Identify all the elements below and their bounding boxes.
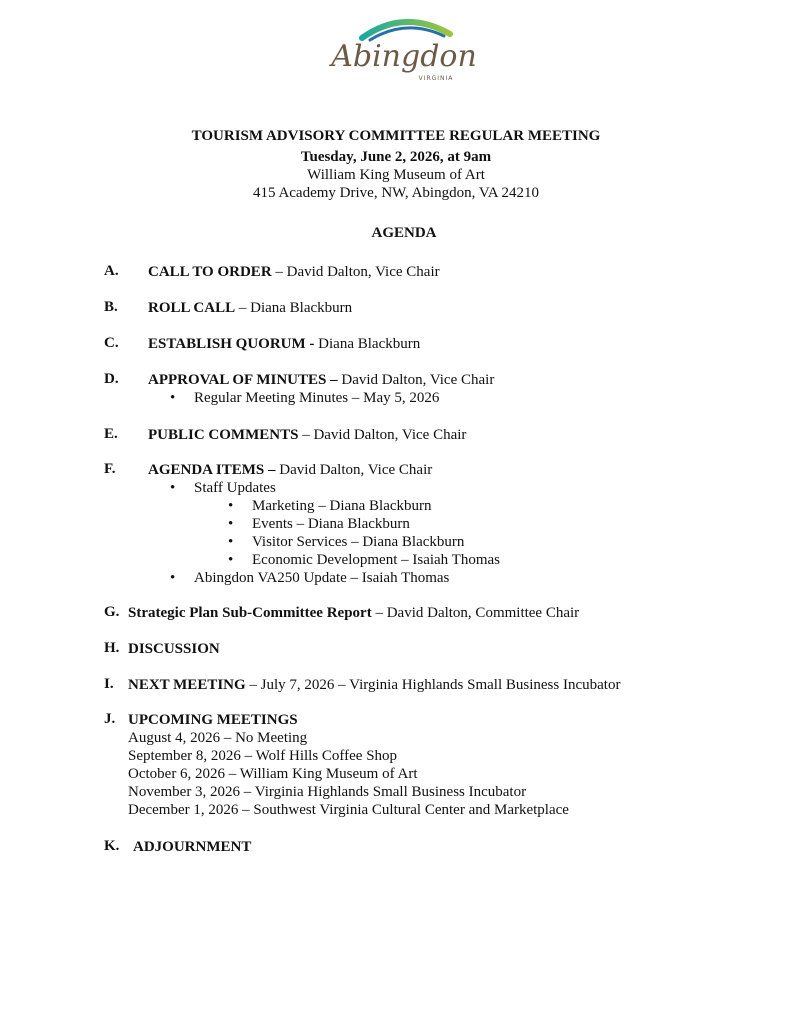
- item-public-comments: PUBLIC COMMENTS – David Dalton, Vice Chair: [148, 427, 467, 443]
- item-strategic-plan-report: Strategic Plan Sub-Committee Report – David Dalton, Committee Chair: [128, 605, 580, 621]
- list-item: September 8, 2026 – Wolf Hills Coffee Shop: [128, 748, 398, 764]
- item-letter: I.: [104, 676, 114, 692]
- svg-text:VIRGINIA: VIRGINIA: [418, 75, 454, 82]
- abingdon-logo: [331, 14, 477, 88]
- meeting-date: Tuesday, June 2, 2026, at 9am: [300, 149, 492, 165]
- item-letter: J.: [104, 711, 116, 727]
- item-approval-of-minutes: APPROVAL OF MINUTES – David Dalton, Vice Chair: [148, 372, 495, 388]
- list-item: • Marketing – Diana Blackburn: [228, 498, 432, 514]
- list-item: October 6, 2026 – William King Museum of Art: [128, 766, 418, 782]
- item-agenda-items: AGENDA ITEMS – David Dalton, Vice Chair: [148, 462, 433, 478]
- item-letter: H.: [104, 640, 120, 656]
- item-letter: F.: [104, 461, 116, 477]
- list-item: December 1, 2026 – Southwest Virginia Cultural Center and Marketplace: [128, 802, 569, 818]
- item-next-meeting: NEXT MEETING – July 7, 2026 – Virginia Highlands Small Business Incubator: [128, 677, 621, 693]
- meeting-title: TOURISM ADVISORY COMMITTEE REGULAR MEETING: [191, 128, 601, 144]
- item-letter: K.: [104, 838, 120, 854]
- item-letter: D.: [104, 371, 119, 387]
- meeting-address: 415 Academy Drive, NW, Abingdon, VA 24210: [253, 185, 539, 201]
- list-item: • Staff Updates: [170, 480, 276, 496]
- item-letter: C.: [104, 335, 119, 351]
- list-item: August 4, 2026 – No Meeting: [128, 730, 308, 746]
- list-item: • Abingdon VA250 Update – Isaiah Thomas: [170, 570, 450, 586]
- agenda-heading: AGENDA: [371, 225, 437, 241]
- item-upcoming-meetings: UPCOMING MEETINGS: [128, 712, 298, 728]
- item-adjournment: ADJOURNMENT: [133, 839, 252, 855]
- meeting-venue: William King Museum of Art: [307, 167, 485, 183]
- list-item: November 3, 2026 – Virginia Highlands Small Business Incubator: [128, 784, 527, 800]
- list-item: • Regular Meeting Minutes – May 5, 2026: [170, 390, 440, 406]
- item-letter: B.: [104, 299, 118, 315]
- svg-text:Abingdon: Abingdon: [331, 39, 477, 74]
- item-establish-quorum: ESTABLISH QUORUM - Diana Blackburn: [148, 336, 421, 352]
- item-roll-call: ROLL CALL – Diana Blackburn: [148, 300, 353, 316]
- list-item: • Economic Development – Isaiah Thomas: [228, 552, 500, 568]
- list-item: • Events – Diana Blackburn: [228, 516, 410, 532]
- item-call-to-order: CALL TO ORDER – David Dalton, Vice Chair: [148, 264, 440, 280]
- item-letter: A.: [104, 263, 119, 279]
- list-item: • Visitor Services – Diana Blackburn: [228, 534, 465, 550]
- item-letter: G.: [104, 604, 120, 620]
- item-letter: E.: [104, 426, 118, 442]
- item-discussion: DISCUSSION: [128, 641, 220, 657]
